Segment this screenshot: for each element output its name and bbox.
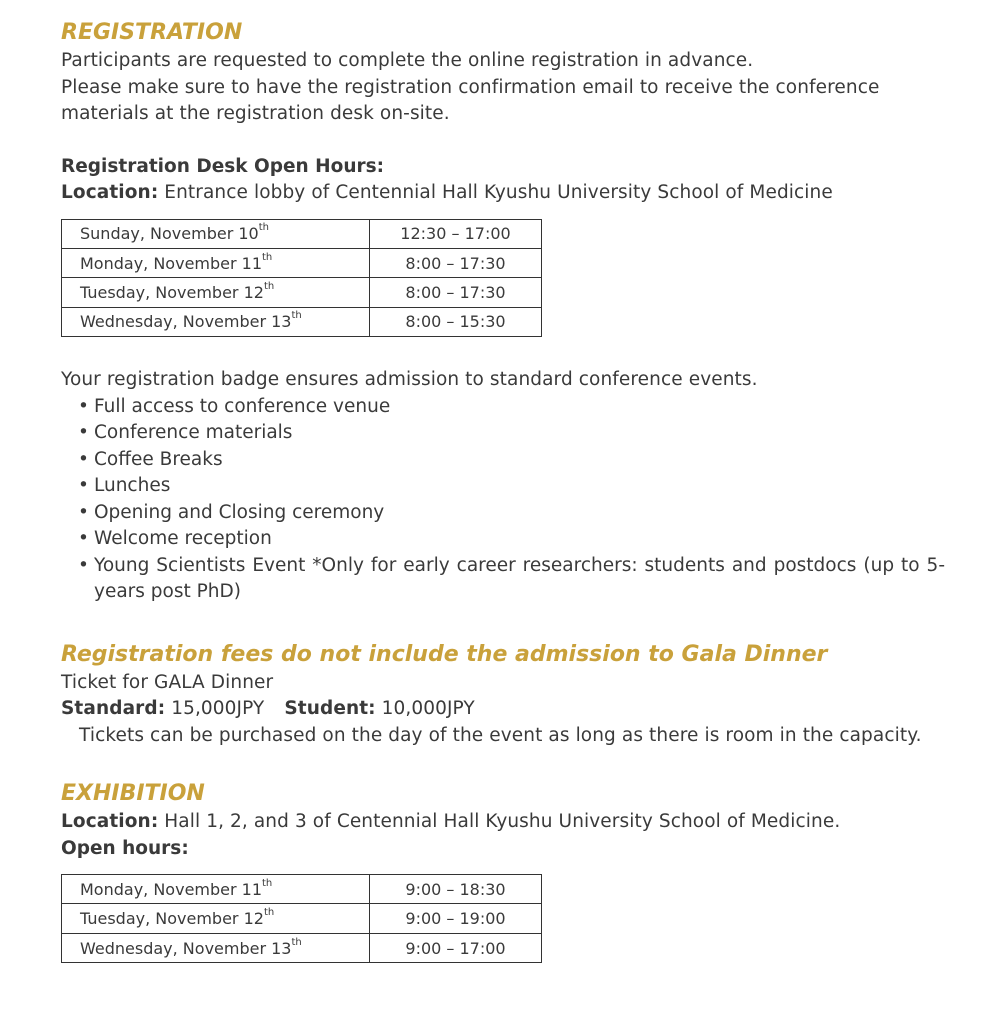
time-cell: 12:30 – 17:00 <box>370 219 542 248</box>
desk-hours-title: Registration Desk Open Hours: <box>61 155 385 177</box>
time-cell: 9:00 – 17:00 <box>370 933 542 962</box>
list-item: • Young Scientists Event *Only for early career researchers: students and postdocs (up to 5-years post PhD) <box>78 554 945 603</box>
table-row <box>62 278 542 307</box>
day-cell: Sunday, November 10th <box>62 219 370 248</box>
gala-ticket-line: Ticket for GALA Dinner <box>61 671 274 693</box>
table-row <box>62 875 542 904</box>
table-row <box>62 307 542 336</box>
standard-label: Standard: <box>61 698 166 720</box>
registration-hours-table <box>61 219 542 338</box>
bullet-icon: • <box>78 422 89 444</box>
list-item: • Conference materials <box>61 420 945 447</box>
student-value: 10,000JPY <box>375 698 475 720</box>
list-item: • Welcome reception <box>61 526 945 553</box>
desk-location-value: Entrance lobby of Centennial Hall Kyushu University School of Medicine <box>158 182 833 203</box>
bullet-icon: • <box>78 554 89 576</box>
list-item: • Full access to conference venue <box>61 394 945 421</box>
bullet-icon: • <box>78 395 89 417</box>
registration-intro-1: Participants are requested to complete the online registration in advance. <box>61 50 754 71</box>
bullet-icon: • <box>78 448 89 470</box>
bullet-icon: • <box>78 501 89 523</box>
day-cell: Tuesday, November 12th <box>62 904 370 933</box>
document-page <box>61 18 945 963</box>
table-row <box>62 219 542 248</box>
exhibition-location <box>61 809 945 836</box>
desk-location-label: Location: <box>61 182 159 203</box>
exhibition-location-label: Location: <box>61 811 159 833</box>
exhibition-open-hours-label: Open hours: <box>61 837 189 859</box>
registration-intro-2: Please make sure to have the registration confirmation email to receive the conference materials at the registration desk on-site. <box>61 76 880 124</box>
gala-prices <box>61 696 945 723</box>
day-cell: Monday, November 11th <box>62 248 370 277</box>
list-item: • Lunches <box>61 473 945 500</box>
list-item: • Opening and Closing ceremony <box>61 500 945 527</box>
time-cell: 8:00 – 17:30 <box>370 278 542 307</box>
exhibition-hours-table <box>61 874 542 963</box>
benefits-list <box>61 394 945 606</box>
time-cell: 8:00 – 15:30 <box>370 307 542 336</box>
registration-heading: REGISTRATION <box>61 20 243 45</box>
table-row <box>62 904 542 933</box>
list-item: • Coffee Breaks <box>61 447 945 474</box>
exhibition-location-value: Hall 1, 2, and 3 of Centennial Hall Kyushu University School of Medicine. <box>158 811 841 833</box>
table-row <box>62 248 542 277</box>
day-cell: Wednesday, November 13th <box>62 933 370 962</box>
standard-value: 15,000JPY <box>165 698 265 720</box>
time-cell: 8:00 – 17:30 <box>370 248 542 277</box>
day-cell: Monday, November 11th <box>62 875 370 904</box>
student-label: Student: <box>284 698 376 720</box>
desk-location <box>61 180 945 207</box>
time-cell: 9:00 – 18:30 <box>370 875 542 904</box>
table-row <box>62 933 542 962</box>
time-cell: 9:00 – 19:00 <box>370 904 542 933</box>
exhibition-heading: EXHIBITION <box>61 781 205 807</box>
day-cell: Tuesday, November 12th <box>62 278 370 307</box>
day-cell: Wednesday, November 13th <box>62 307 370 336</box>
gala-note: Tickets can be purchased on the day of the event as long as there is room in the capacity. <box>79 724 922 746</box>
bullet-icon: • <box>78 528 89 550</box>
gala-heading: Registration fees do not include the admission to Gala Dinner <box>61 641 828 667</box>
badge-text: Your registration badge ensures admission to standard conference events. <box>61 369 758 391</box>
bullet-icon: • <box>78 475 89 497</box>
